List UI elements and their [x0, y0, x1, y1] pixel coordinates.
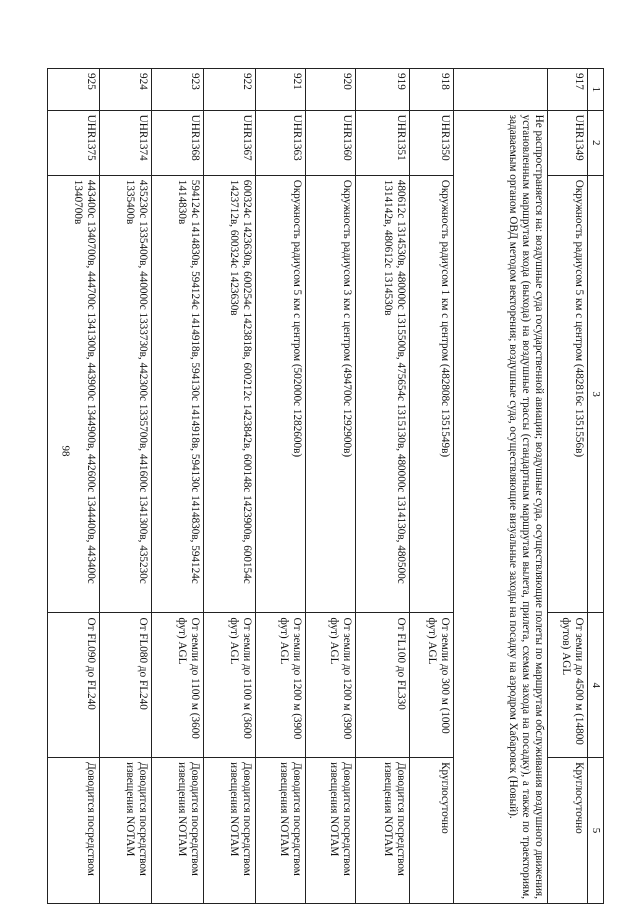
table-row [100, 69, 152, 904]
zone-time: Доводится посредством извещения NOTAM [152, 758, 204, 904]
zone-height: От FL100 до FL330 [356, 613, 410, 758]
page-number: 98 [59, 445, 72, 457]
row-number: 918 [410, 69, 454, 111]
zone-height: От земли до 4500 м (14800 футов) AGL [548, 613, 588, 758]
zone-code: UHR1350 [410, 110, 454, 175]
row-number: 919 [356, 69, 410, 111]
restricted-zones-table [47, 68, 604, 904]
table-row [548, 69, 588, 904]
row-number: 924 [100, 69, 152, 111]
zone-time: Доводится посредством извещения NOTAM [100, 758, 152, 904]
zone-area: 435230с 1335400в, 440000с 1333730в, 442300с 1335700в, 441600с 1341300в, 435230с 1335400в [100, 175, 152, 613]
row-number: 923 [152, 69, 204, 111]
zone-code: UHR1367 [204, 110, 256, 175]
zone-area: Окружность радиусом 1 км с центром (482808с 1351549в) [410, 175, 454, 613]
zone-area: 480612с 1314530в, 480000с 1315500в, 475654с 1315130в, 480000с 1314130в, 480500с 1314142в, 480612с 1314530в [356, 175, 410, 613]
zone-code: UHR1374 [100, 110, 152, 175]
table-row [48, 69, 100, 904]
zone-note: Не распространяется на: воздушные суда государственной авиации; воздушные суда, осуществляющие полеты по маршрутам обслуживания воздушного движения, установленным маршрутам входа (выхода) на воздушные трассы (стандартным маршрутам вылета, прилета, схемам захода на посадку), а также по траекториям, задаваемым органом ОВД методом векторения; воздушные суда, осуществляющие визуальные заходы на посадку на аэродром Хабаровск (Новый). [454, 110, 548, 903]
zone-area: 594124с 1414830в, 594124с 1414918в, 594130с 1414918в, 594130с 1414830в, 594124с 1414830в [152, 175, 204, 613]
zone-height: От земли до 1100 м (3600 фут) AGL [204, 613, 256, 758]
zone-code: UHR1368 [152, 110, 204, 175]
table-row [256, 69, 306, 904]
header-col-5: 5 [588, 758, 604, 904]
zone-height: От FL090 до FL240 [48, 613, 100, 758]
zone-code: UHR1349 [548, 110, 588, 175]
table-row [306, 69, 356, 904]
header-col-2: 2 [588, 110, 604, 175]
rotated-table-container [72, 68, 604, 904]
zone-area: Окружность радиусом 5 км с центром (482816с 1351556в) [548, 175, 588, 613]
zone-code: UHR1360 [306, 110, 356, 175]
zone-height: От земли до 1200 м (3900 фут) AGL [306, 613, 356, 758]
zone-area: Окружность радиусом 3 км с центром (494700с 1292900в) [306, 175, 356, 613]
header-col-3: 3 [588, 175, 604, 613]
zone-area: 443400с 1340700в, 444700с 1341300в, 443900с 1344900в, 442600с 1344400в, 443400с 1340700в [48, 175, 100, 613]
zone-time: Доводится посредством извещения NOTAM [356, 758, 410, 904]
zone-height: От земли до 1200 м (3900 фут) AGL [256, 613, 306, 758]
zone-height: От земли до 1100 м (3600 фут) AGL [152, 613, 204, 758]
table-row-note [454, 69, 548, 904]
row-number: 922 [204, 69, 256, 111]
table-row [152, 69, 204, 904]
zone-time: Доводится посредством [48, 758, 100, 904]
zone-code: UHR1363 [256, 110, 306, 175]
zone-code: UHR1351 [356, 110, 410, 175]
row-number: 921 [256, 69, 306, 111]
zone-time: Доводится посредством извещения NOTAM [204, 758, 256, 904]
row-number: 925 [48, 69, 100, 111]
zone-area: Окружность радиусом 5 км с центром (502000с 1282600в) [256, 175, 306, 613]
zone-code: UHR1375 [48, 110, 100, 175]
header-col-4: 4 [588, 613, 604, 758]
zone-area: 600324с 1423630в, 600254с 1423818в, 600212с 1423842в, 600148с 1423900в, 600154с 1423712в, 600324с 1423630в [204, 175, 256, 613]
table-row [410, 69, 454, 904]
header-col-1: 1 [588, 69, 604, 111]
row-number: 917 [548, 69, 588, 111]
zone-height: От земли до 300 м (1000 фут) AGL [410, 613, 454, 758]
zone-time: Доводится посредством извещения NOTAM [256, 758, 306, 904]
zone-time: Круглосуточно [548, 758, 588, 904]
table-row [204, 69, 256, 904]
table-row [356, 69, 410, 904]
row-number: 920 [306, 69, 356, 111]
zone-height: От FL080 до FL240 [100, 613, 152, 758]
zone-time: Доводится посредством извещения NOTAM [306, 758, 356, 904]
zone-time: Круглосуточно [410, 758, 454, 904]
